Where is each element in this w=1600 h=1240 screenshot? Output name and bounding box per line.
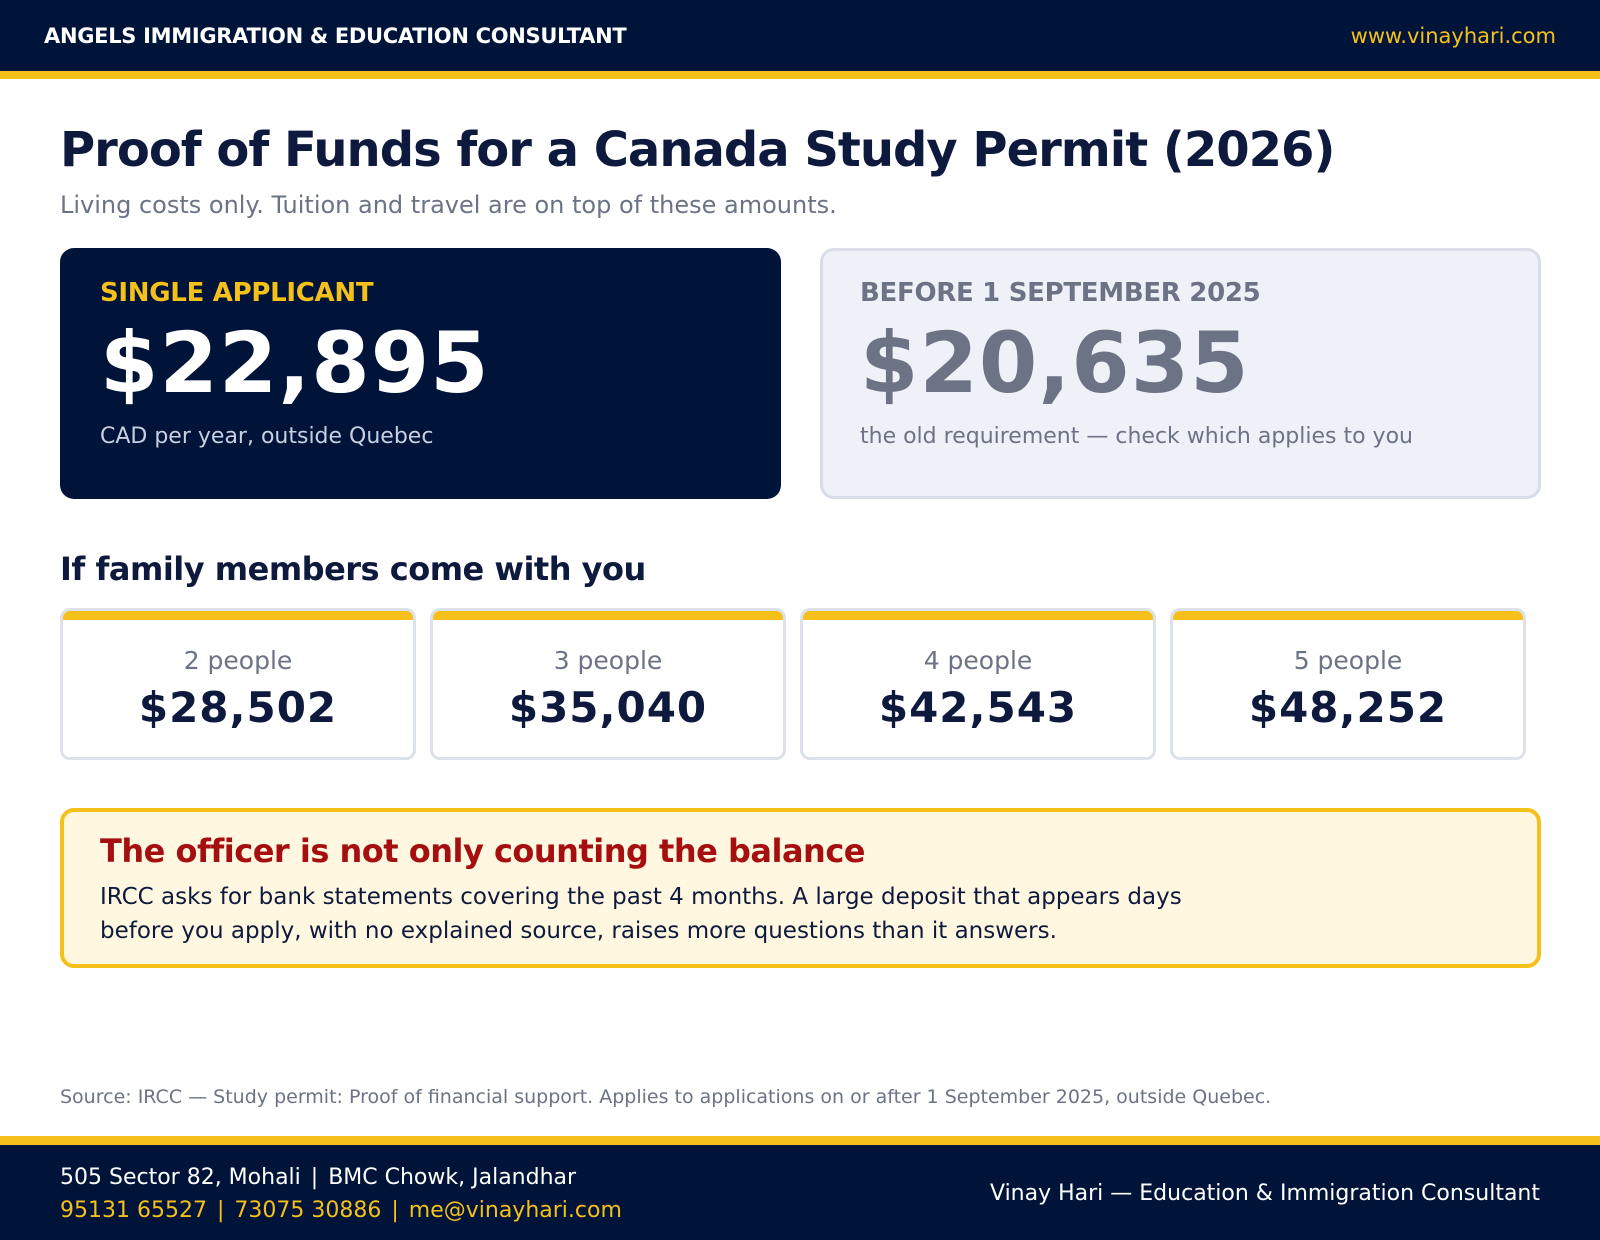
family-cards	[60, 608, 1526, 760]
previous-requirement-note: the old requirement — check which applies to you	[860, 424, 1413, 449]
family-amount: $48,252	[1248, 683, 1448, 732]
footer-contacts	[60, 1198, 622, 1223]
phone-1[interactable]: 95131 65527	[60, 1198, 207, 1223]
family-card	[430, 608, 786, 760]
family-section-title: If family members come with you	[60, 550, 646, 588]
email-link[interactable]: me@vinayhari.com	[408, 1198, 622, 1223]
consultant-signature: Vinay Hari — Education & Immigration Consultant	[990, 1181, 1540, 1206]
separator: |	[310, 1165, 319, 1190]
current-requirement-amount: $22,895	[100, 314, 490, 412]
address-jalandhar: BMC Chowk, Jalandhar	[328, 1165, 577, 1190]
family-size: 5 people	[1293, 646, 1403, 675]
family-size: 3 people	[553, 646, 663, 675]
footer-accent-stripe	[0, 1136, 1600, 1145]
current-requirement-label: SINGLE APPLICANT	[100, 278, 374, 308]
current-requirement-note: CAD per year, outside Quebec	[100, 424, 434, 449]
card-accent-bar	[63, 611, 413, 620]
separator: |	[216, 1198, 225, 1223]
warning-callout	[60, 808, 1541, 968]
family-amount: $42,543	[878, 683, 1078, 732]
footer	[0, 1145, 1600, 1240]
previous-requirement-label: BEFORE 1 SEPTEMBER 2025	[860, 278, 1261, 308]
separator: |	[391, 1198, 399, 1223]
card-accent-bar	[433, 611, 783, 620]
warning-body: IRCC asks for bank statements covering the past 4 months. A large deposit that appears days before you apply, with no explained source, raises more questions than it answers.	[100, 884, 1182, 944]
address-mohali: 505 Sector 82, Mohali	[60, 1165, 301, 1190]
header-accent-stripe	[0, 71, 1600, 79]
top-header	[0, 0, 1600, 71]
website-link[interactable]: www.vinayhari.com	[1350, 23, 1556, 48]
page-subtitle: Living costs only. Tuition and travel are on top of these amounts.	[60, 191, 837, 219]
current-requirement-card	[60, 248, 781, 499]
phone-2[interactable]: 73075 30886	[234, 1198, 382, 1223]
card-accent-bar	[1173, 611, 1523, 620]
previous-requirement-card	[820, 248, 1541, 499]
family-card	[1170, 608, 1526, 760]
warning-heading: The officer is not only counting the balance	[100, 832, 865, 870]
previous-requirement-amount: $20,635	[860, 314, 1250, 412]
page-title: Proof of Funds for a Canada Study Permit (2026)	[60, 122, 1335, 178]
family-amount: $35,040	[508, 683, 708, 732]
footer-addresses	[60, 1165, 576, 1190]
card-accent-bar	[803, 611, 1153, 620]
family-card	[800, 608, 1156, 760]
family-size: 4 people	[923, 646, 1033, 675]
brand-name: ANGELS IMMIGRATION & EDUCATION CONSULTANT	[44, 23, 627, 48]
source-note: Source: IRCC — Study permit: Proof of financial support. Applies to applications on or after 1 September 2025, outside Quebec.	[60, 1086, 1272, 1108]
family-size: 2 people	[183, 646, 293, 675]
family-card	[60, 608, 416, 760]
family-amount: $28,502	[138, 683, 338, 732]
